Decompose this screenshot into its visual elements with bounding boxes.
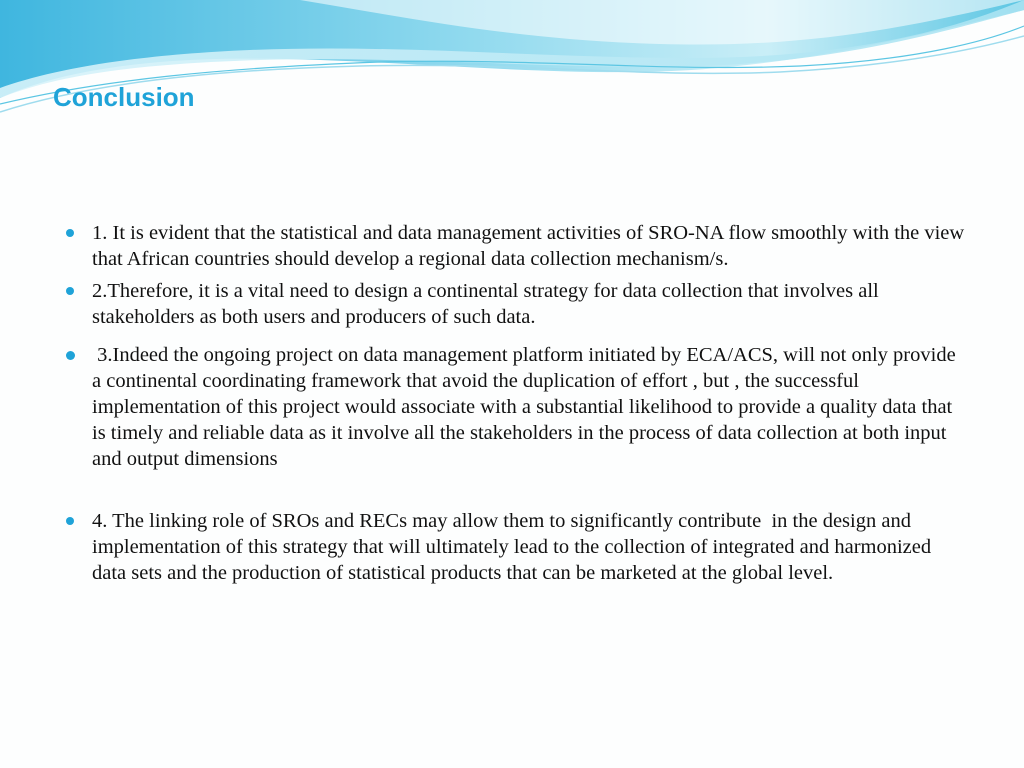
bullet-item [66, 508, 966, 586]
bullet-dot-icon [66, 517, 74, 525]
slide-title: Conclusion [53, 82, 195, 112]
bullet-list [66, 220, 966, 586]
bullet-dot-icon [66, 351, 75, 360]
bullet-item [66, 278, 966, 330]
bullet-text: 2.Therefore, it is a vital need to design a continental strategy for data collection that involves all stakeholders as both users and producers of such data. [92, 280, 879, 328]
bullet-dot-icon [66, 229, 74, 237]
bullet-text: 4. The linking role of SROs and RECs may allow them to significantly contribute in the design and implementation of this strategy that will ultimately lead to the collection of integrated and harmonized data sets and the production of statistical products that can be marketed at the global level. [92, 510, 932, 584]
bullet-item [66, 220, 966, 272]
bullet-text: 3.Indeed the ongoing project on data management platform initiated by ECA/ACS, will not only provide a continental coordinating framework that avoid the duplication of effort , but , the successful implementation of this project would associate with a substantial likelihood to provide a quality data that is timely and reliable data as it involve all the stakeholders in the process of data collection at both input and output dimensions [92, 344, 956, 470]
bullet-dot-icon [66, 287, 74, 295]
bullet-item [66, 342, 966, 472]
bullet-text: 1. It is evident that the statistical and data management activities of SRO-NA flow smoothly with the view that African countries should develop a regional data collection mechanism/s. [92, 222, 965, 270]
